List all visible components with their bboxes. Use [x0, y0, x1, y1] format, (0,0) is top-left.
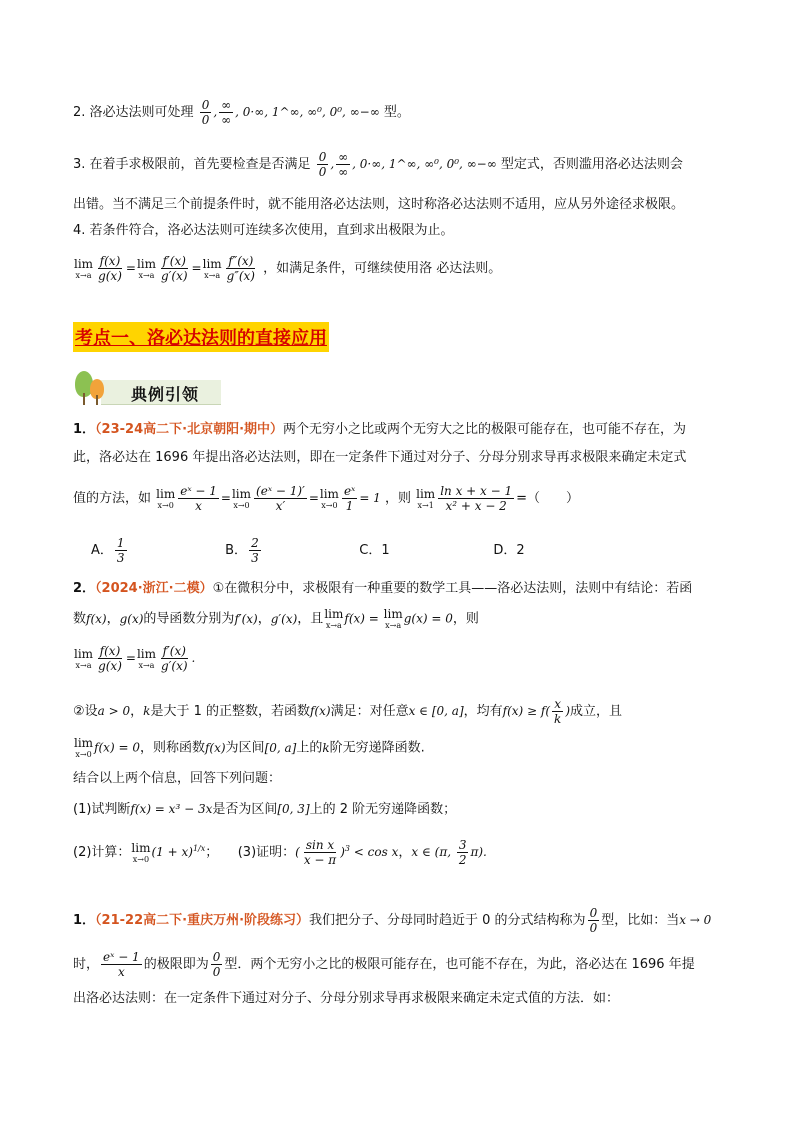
q2-text3b: ， — [130, 704, 144, 719]
option-c[interactable]: C．1 — [359, 543, 390, 558]
q2-text6b: 是否为区间 — [212, 802, 278, 817]
q3-line3: 出洛必达法则：在一定条件下通过对分子、分母分别求导再求极限来确定未定式值的方法．如： — [73, 991, 620, 1006]
q2-number: 2． — [73, 581, 96, 596]
q2-text4a: ，则称函数 — [139, 740, 205, 756]
q1-options — [73, 536, 723, 565]
q2-text6c: 上的 2 阶无穷递降函数； — [309, 802, 457, 817]
q2-text7c: ， — [398, 845, 412, 860]
option-b-label: B． — [225, 543, 248, 558]
rule-3-text-b: 型定式，否则滥用洛必达法则会 — [500, 157, 683, 172]
q1-text3: 值的方法，如 — [73, 491, 152, 506]
q1-example-formula: lim x→0 $\frac{\text{eˣ − 1}}{x}$ = lim x→0 $\frac{\text{(eˣ − 1)′}}{x'}$ = lim x→0 $\frac{\text{eˣ}}{1}$ = 1 — [156, 484, 381, 513]
q2-text2e: ，且 — [297, 611, 324, 627]
q1-question-formula: lim x→1 $\frac{\text{ln x + x − 1}}{\text{x² + x − 2}}$ — [416, 484, 513, 513]
q3-text2c: 型．两个无穷小之比的极限可能存在，也可能不存在，为此，洛必达在 1696 年提 — [224, 957, 695, 972]
q2-text7a: (2)计算： — [73, 845, 131, 860]
q2-text2c: 的导函数分别为 — [143, 611, 235, 627]
q2-part1: (1)试判断f(x) = x³ − 3x是否为区间[0, 3]上的 2 阶无穷递降函数； — [73, 802, 457, 817]
badge-label: 典例引领 — [131, 385, 200, 404]
q2-lhopital-formula: lim x→a $\frac{f(x)}{g(x)}$ = lim x→a $\frac{f'(x)}{g'(x)}$ . — [74, 644, 196, 673]
q2-text3: ②设 — [73, 704, 98, 719]
q2-text3f: 成立，且 — [570, 704, 623, 719]
q3-source: （21-22高二下·重庆万州·阶段练习） — [95, 913, 310, 928]
option-a-label: A． — [91, 543, 113, 558]
rule-2-text: 2. 洛必达法则可处理 — [73, 105, 194, 120]
q2-text4d: 阶无穷递降函数. — [329, 740, 425, 756]
q3-text2b: 的极限即为 — [143, 957, 209, 972]
rule-2 — [73, 98, 723, 127]
rule-3-text-a: 3. 在着手求极限前，首先要检查是否满足 — [73, 157, 311, 172]
rule-3 — [73, 150, 723, 179]
tree-trunk-icon-2 — [96, 395, 98, 405]
forms-list-2: , 0·∞, 1^∞, ∞⁰, 0⁰, ∞−∞ — [352, 157, 497, 171]
option-a[interactable]: A． $\frac{1}{3}$ — [91, 536, 125, 565]
repeated-lhopital-formula: lim x→a $\frac{f(x)}{g(x)}$ = lim x→a $\frac{f'(x)}{g'(x)}$ = lim x→a $\frac{f''(x)}{g''(x)}$ — [74, 254, 255, 283]
rule-3-continued: 出错。当不满足三个前提条件时，就不能用洛必达法则，这时称洛必达法则不适用，应从另外途径求极限。 — [73, 197, 685, 212]
q2-text3c: 是大于 1 的正整数，若函数 — [150, 704, 310, 719]
q1-line2: 此，洛必达在 1696 年提出洛必达法则，即在一定条件下通过对分子、分母分别求导再求极限来确定未定式 — [73, 450, 687, 465]
q2-line4: ②设a > 0，k是大于 1 的正整数，若函数f(x)满足：对任意x ∈ [0, a]，均有f(x) ≥ f( $\frac{x}{k}$ )成立，且 — [73, 697, 623, 726]
q3-text1b: 型，比如：当 — [601, 913, 680, 928]
q2-text2d: ， — [257, 611, 271, 627]
q3-text2a: 时， — [73, 957, 100, 972]
q2-source: （2024·浙江·二模） — [95, 581, 213, 596]
q3-line1: 1．（21-22高二下·重庆万州·阶段练习）我们把分子、分母同时趋近于 0 的分式结构称为 $\frac{0}{0}$ 型，比如：当x → 0 — [73, 906, 712, 935]
q2-line2: 数f(x)，g(x)的导函数分别为f′(x)，g′(x)，且 lim x→a f(x) = lim x→a g(x) = 0，则 — [73, 607, 479, 630]
q1-line1 — [73, 421, 723, 439]
q1-text1: 两个无穷小之比或两个无穷大之比的极限可能存在，也可能不存在，为 — [283, 422, 687, 437]
q1-text5: =（ ） — [516, 491, 580, 506]
rule-4: 4. 若条件符合，洛必达法则可连续多次使用，直到求出极限为止。 — [73, 223, 454, 238]
tree-trunk-icon — [83, 393, 85, 405]
q2-text6a: (1)试判断 — [73, 802, 131, 817]
q1-number: 1． — [73, 422, 96, 437]
indeterminate-forms-2: $\frac{0}{0}$ , $\frac{\infty}{\infty}$ , 0·∞, 1^∞, ∞⁰, 0⁰, ∞−∞ — [318, 150, 497, 179]
q2-text2a: 数 — [73, 611, 87, 627]
q2-text2b: ， — [106, 611, 120, 627]
q2-text3d: 满足：对任意 — [330, 704, 409, 719]
option-d[interactable]: D．2 — [493, 543, 525, 558]
example-badge — [73, 369, 223, 407]
section-title: 考点一、洛必达法则的直接应用 — [73, 322, 329, 352]
q2-text4b: 为区间 — [225, 740, 265, 756]
q2-line1 — [73, 580, 723, 598]
q2-text7b: ； (3)证明： — [205, 845, 296, 860]
q3-text1: 我们把分子、分母同时趋近于 0 的分式结构称为 — [309, 913, 586, 928]
rule-4-formula — [73, 254, 723, 283]
rule-2-end: 型。 — [383, 105, 410, 120]
q2-line5: lim x→0 f(x) = 0，则称函数f(x)为区间[0, a]上的k阶无穷递降函数. — [74, 736, 425, 759]
q1-text4: ，则 — [384, 491, 411, 506]
q2-text3e: ，均有 — [463, 704, 503, 719]
option-b[interactable]: B． $\frac{2}{3}$ — [225, 536, 259, 565]
q1-source: （23-24高二下·北京朝阳·期中） — [95, 422, 284, 437]
rule-4-tail: ，如满足条件，可继续使用洛 必达法则。 — [263, 261, 502, 276]
q1-line3 — [73, 484, 723, 513]
q2-text1: ①在微积分中，求极限有一种重要的数学工具——洛必达法则，法则中有结论：若函 — [212, 581, 693, 596]
q2-part2-3: (2)计算： lim x→0 $(1 + x)^{1/x}$； (3)证明：( $\frac{\text{sin x}}{x - \pi}$ )$^3$ < cos x，x ∈ (π, $\frac{3}{2}$ π). — [73, 838, 487, 867]
indeterminate-forms: $\frac{0}{0}$ , $\frac{\infty}{\infty}$ , 0·∞, 1^∞, ∞⁰, 0⁰, ∞−∞ — [201, 98, 380, 127]
q3-number: 1． — [73, 913, 96, 928]
forms-list: , 0·∞, 1^∞, ∞⁰, 0⁰, ∞−∞ — [235, 105, 380, 119]
q2-text2f: ，则 — [452, 611, 479, 627]
q2-text4c: 上的 — [296, 740, 323, 756]
q2-line6: 结合以上两个信息，回答下列问题： — [73, 771, 282, 786]
q3-line2: 时， $\frac{\text{eˣ − 1}}{x}$ 的极限即为 $\frac{0}{0}$ 型．两个无穷小之比的极限可能存在，也可能不存在，为此，洛必达在 1696 年提 — [73, 950, 695, 979]
